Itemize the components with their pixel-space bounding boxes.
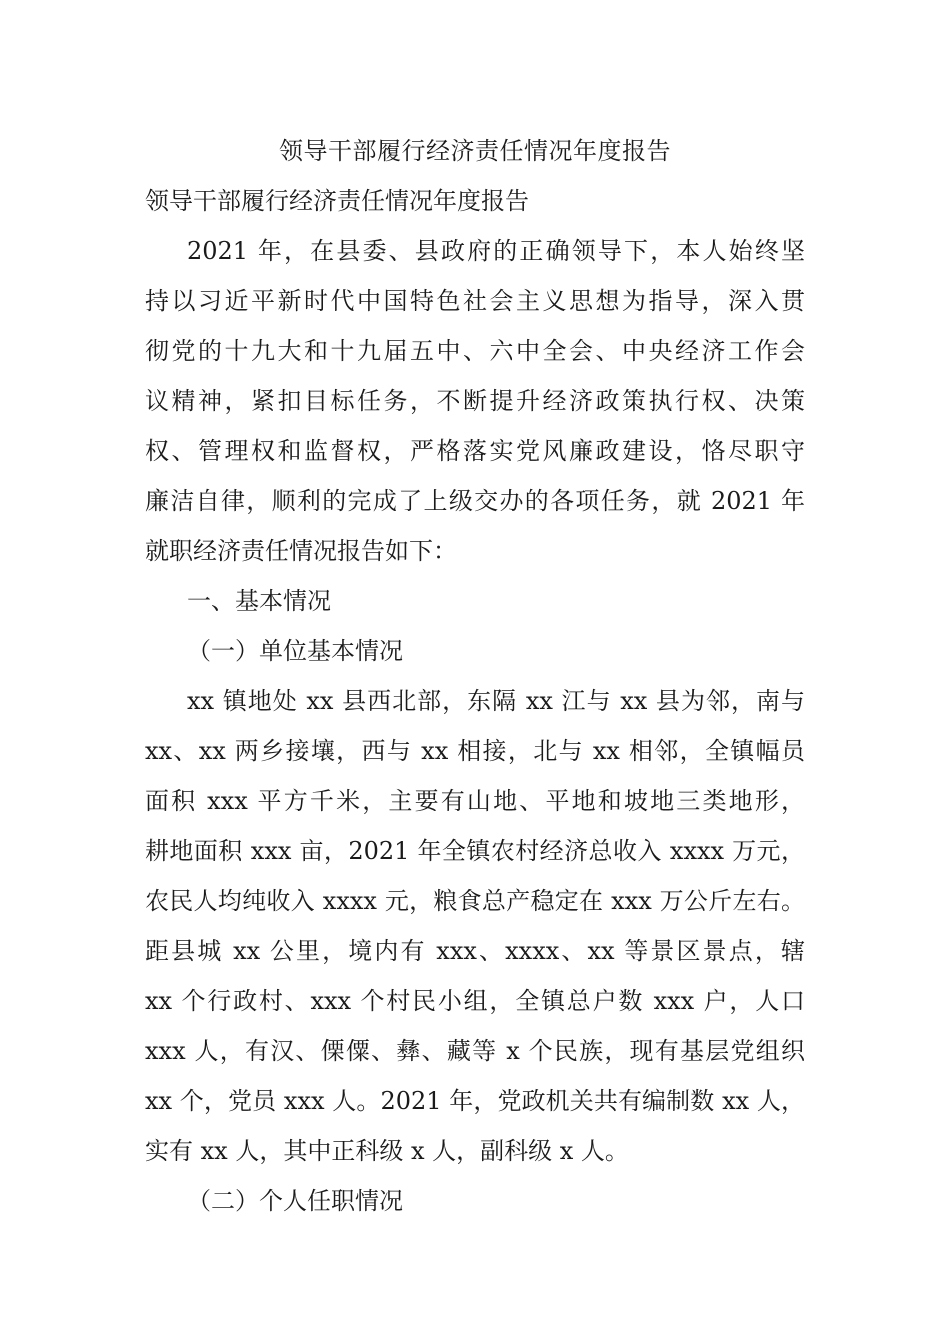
unit-line: xx 个行政村、xxx 个村民小组，全镇总户数 xxx 户，人口 <box>145 987 805 1015</box>
intro-line: 议精神，紧扣目标任务，不断提升经济政策执行权、决策 <box>145 387 805 415</box>
section-heading: 一、基本情况 <box>187 587 331 615</box>
subsection-heading: （一）单位基本情况 <box>187 637 403 665</box>
unit-line: 面积 xxx 平方千米，主要有山地、平地和坡地三类地形， <box>145 787 805 815</box>
unit-line: xx 个，党员 xxx 人。2021 年，党政机关共有编制数 xx 人， <box>145 1087 805 1115</box>
unit-line: 耕地面积 xxx 亩，2021 年全镇农村经济总收入 xxxx 万元， <box>145 837 805 865</box>
intro-line: 彻党的十九大和十九届五中、六中全会、中央经济工作会 <box>145 337 805 365</box>
unit-line: xxx 人，有汉、傈僳、彝、藏等 x 个民族，现有基层党组织 <box>145 1037 805 1065</box>
intro-line: 2021 年，在县委、县政府的正确领导下，本人始终坚 <box>187 237 805 265</box>
document-subtitle: 领导干部履行经济责任情况年度报告 <box>145 187 529 215</box>
intro-line: 权、管理权和监督权，严格落实党风廉政建设，恪尽职守 <box>145 437 805 465</box>
subsection-heading: （二）个人任职情况 <box>187 1187 403 1215</box>
unit-line: 距县城 xx 公里，境内有 xxx、xxxx、xx 等景区景点，辖 <box>145 937 805 965</box>
unit-line: 实有 xx 人，其中正科级 x 人，副科级 x 人。 <box>145 1137 629 1165</box>
intro-line: 就职经济责任情况报告如下： <box>145 537 457 565</box>
unit-line: 农民人均纯收入 xxxx 元，粮食总产稳定在 xxx 万公斤左右。 <box>145 887 805 915</box>
document-title: 领导干部履行经济责任情况年度报告 <box>279 137 671 165</box>
unit-line: xx 镇地处 xx 县西北部，东隔 xx 江与 xx 县为邻，南与 <box>187 687 805 715</box>
intro-line: 廉洁自律，顺利的完成了上级交办的各项任务，就 2021 年 <box>145 487 805 515</box>
unit-line: xx、xx 两乡接壤，西与 xx 相接，北与 xx 相邻，全镇幅员 <box>145 737 805 765</box>
intro-line: 持以习近平新时代中国特色社会主义思想为指导，深入贯 <box>145 287 805 315</box>
